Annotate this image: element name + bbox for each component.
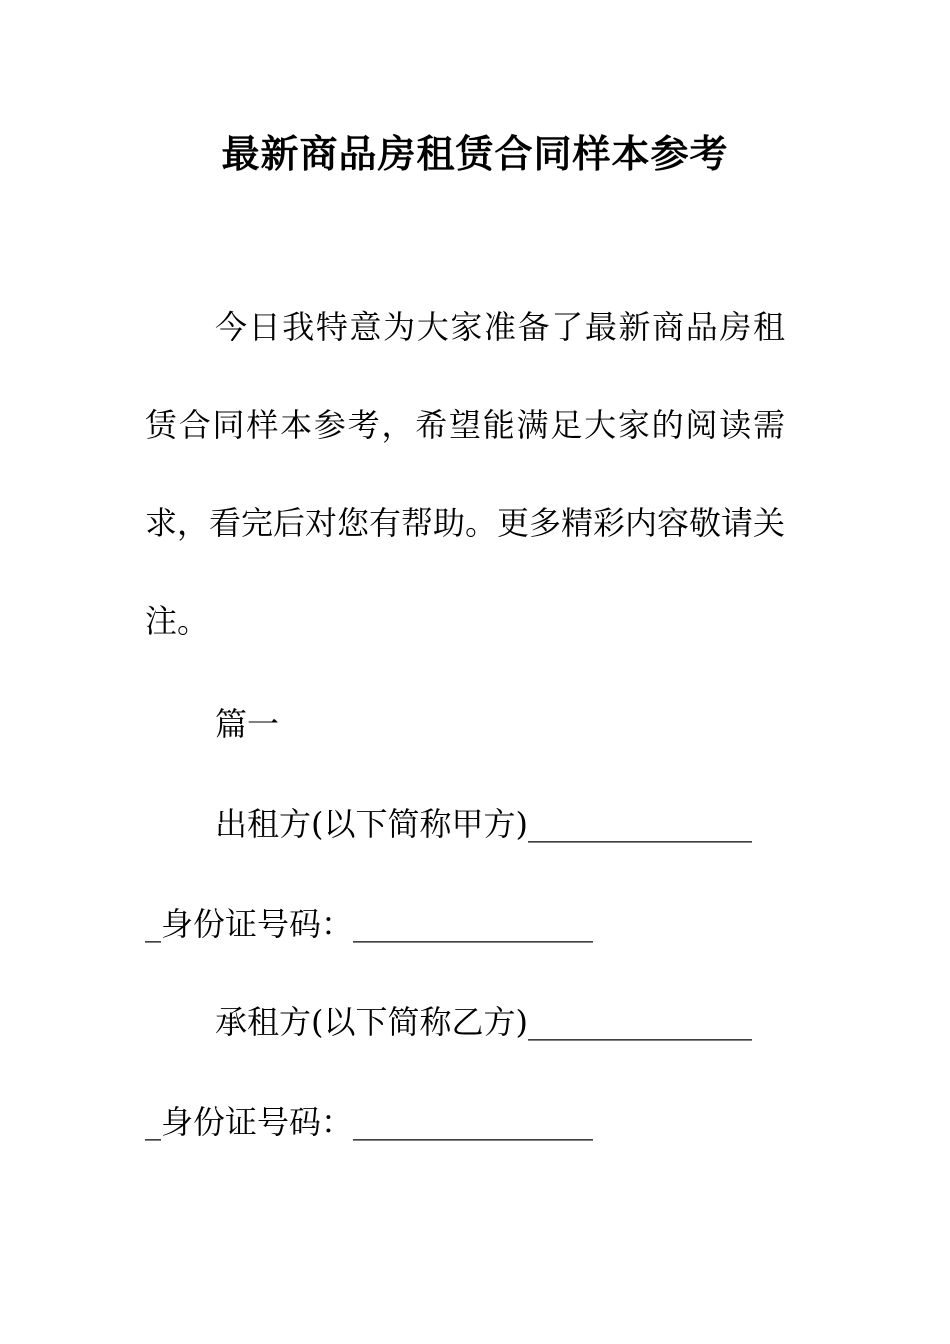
intro-paragraph: 今日我特意为大家准备了最新商品房租赁合同样本参考，希望能满足大家的阅读需求，看完后对您有帮助。更多精彩内容敬请关注。 xyxy=(145,308,786,640)
section-heading: 篇一 xyxy=(215,705,280,743)
lessor-id-line: _身份证号码：_______________ xyxy=(145,905,594,943)
document-title: 最新商品房租赁合同样本参考 xyxy=(221,131,729,176)
lessee-id-line: _身份证号码：_______________ xyxy=(145,1103,594,1141)
lessor-line: 出租方(以下简称甲方)______________ xyxy=(215,805,752,843)
lessee-line: 承租方(以下简称乙方)______________ xyxy=(215,1003,752,1041)
